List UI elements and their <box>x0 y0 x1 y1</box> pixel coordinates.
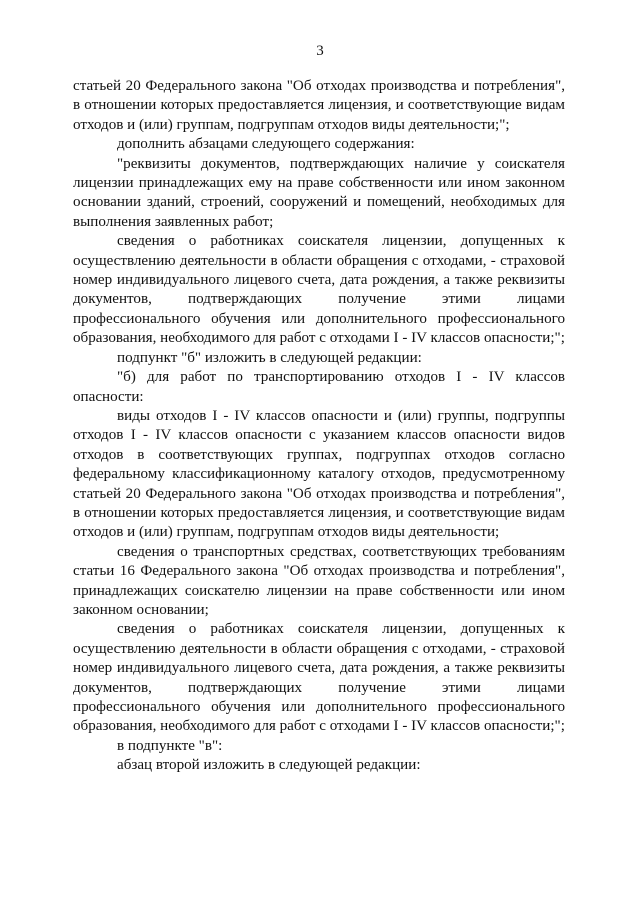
paragraph: сведения о транспортных средствах, соответствующих требованиям статьи 16 Федерального закона "Об отходах производства и потребления", принадлежащих соискателю лицензии на праве собственности или ином законном основании; <box>73 543 565 618</box>
page-number: 3 <box>316 43 324 59</box>
paragraph: абзац второй изложить в следующей редакции: <box>117 757 421 774</box>
paragraph: сведения о работниках соискателя лицензии, допущенных к осуществлению деятельности в области обращения с отходами, - страховой номер индивидуального лицевого счета, дата рождения, а также реквизиты документов, подтверждающих получение этими лицами профессионального обучения или дополнительного профессионального образования, необходимого для работ с отходами I - IV классов опасности;"; <box>73 233 565 347</box>
paragraph: подпункт "б" изложить в следующей редакции: <box>117 349 422 366</box>
paragraph: "реквизиты документов, подтверждающих наличие у соискателя лицензии принадлежащих ему на праве собственности или ином законном основании зданий, строений, сооружений и помещений, необходимых для выполнения заявленных работ; <box>73 155 565 230</box>
paragraph: "б) для работ по транспортированию отходов I - IV классов опасности: <box>73 369 565 405</box>
paragraph: сведения о работниках соискателя лицензии, допущенных к осуществлению деятельности в области обращения с отходами, - страховой номер индивидуального лицевого счета, дата рождения, а также реквизиты документов, подтверждающих получение этими лицами профессионального обучения или дополнительного профессионального образования, необходимого для работ с отходами I - IV классов опасности;"; <box>73 621 565 735</box>
paragraph: в подпункте "в": <box>117 737 223 754</box>
paragraph: виды отходов I - IV классов опасности и (или) группы, подгруппы отходов I - IV классов опасности с указанием классов опасности видов отходов в соответствующих группах, подгруппах отходов согласно федеральному классификационному каталогу отходов, предусмотренному статьей 20 Федерального закона "Об отходах производства и потребления", в отношении которых предоставляется лицензия, и соответствующие видам отходов и (или) группам, подгруппам отходов виды деятельности; <box>73 407 565 541</box>
paragraph: дополнить абзацами следующего содержания: <box>117 136 415 153</box>
document-body <box>73 77 565 776</box>
paragraph: статьей 20 Федерального закона "Об отходах производства и потребления", в отношении которых предоставляется лицензия, и соответствующие видам отходов и (или) группам, подгруппам отходов виды деятельности;"; <box>73 78 565 133</box>
